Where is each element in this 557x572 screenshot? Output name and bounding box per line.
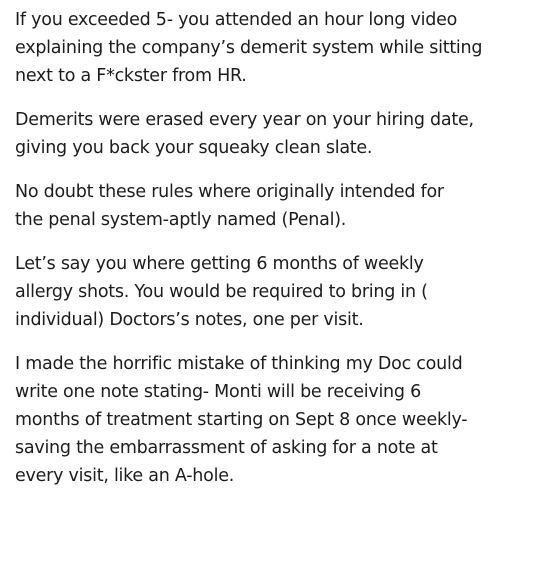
text-line: If you exceeded 5- you attended an hour long video [15,10,458,30]
paragraph-5 [15,350,547,490]
text-line: write one note stating- Monti will be receiving 6 [15,382,421,402]
text-line: I made the horrific mistake of thinking my Doc could [15,354,463,374]
text-line: No doubt these rules where originally intended for [15,182,444,202]
text-line: every visit, like an A-hole. [15,466,235,486]
text-line: the penal system-aptly named (Penal). [15,210,347,230]
text-line: explaining the company’s demerit system while sitting [15,38,483,58]
paragraph-3 [15,178,547,234]
text-line: Let’s say you where getting 6 months of weekly [15,254,424,274]
text-line: months of treatment starting on Sept 8 once weekly- [15,410,468,430]
text-line: next to a F*ckster from HR. [15,66,247,86]
text-line: allergy shots. You would be required to bring in ( [15,282,428,302]
text-line: giving you back your squeaky clean slate. [15,138,373,158]
text-line: Demerits were erased every year on your hiring date, [15,110,474,130]
text-line: saving the embarrassment of asking for a note at [15,438,438,458]
text-line: individual) Doctors’s notes, one per visit. [15,310,364,330]
paragraph-4 [15,250,547,334]
paragraph-2 [15,106,547,162]
paragraph-1 [15,6,547,90]
